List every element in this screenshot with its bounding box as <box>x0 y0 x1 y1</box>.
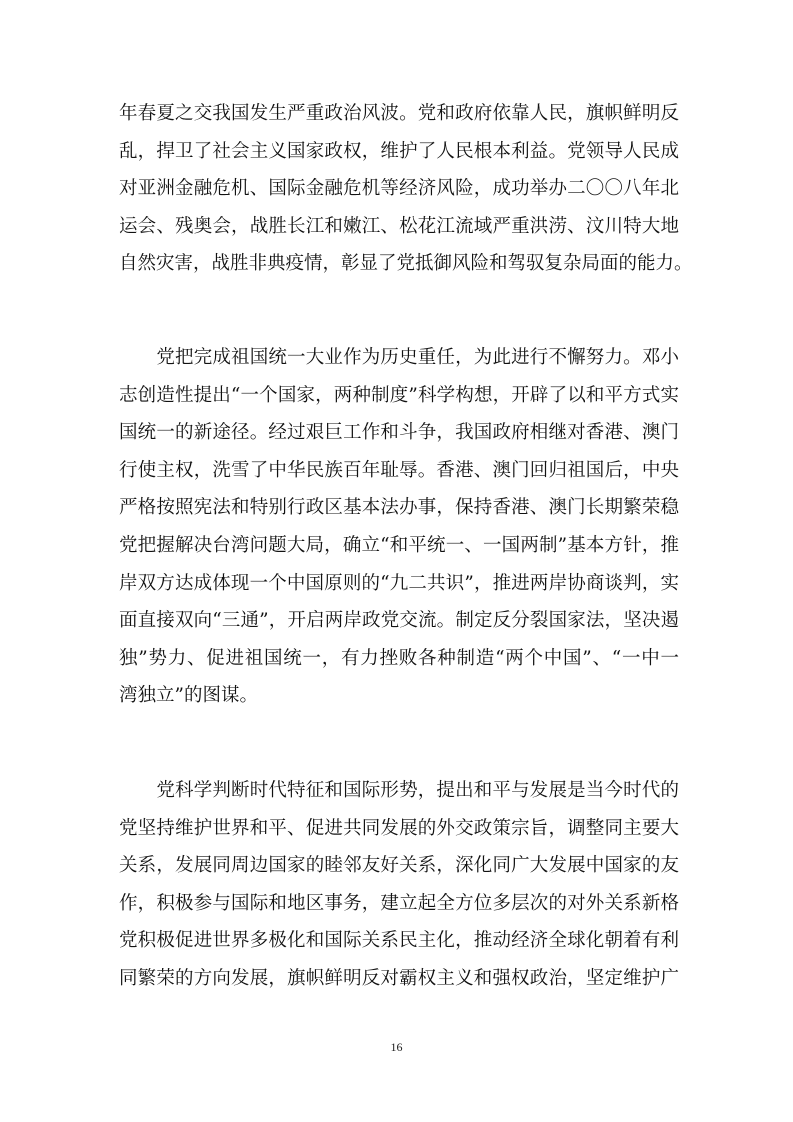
text-line: 行使主权，洗雪了中华民族百年耻辱。香港、澳门回归祖国后，中央 <box>119 459 679 481</box>
paragraph-3 <box>119 772 679 998</box>
text-line: 湾独立”的图谋。 <box>119 685 258 707</box>
text-line: 同繁荣的方向发展，旗帜鲜明反对霸权主义和强权政治，坚定维护广 <box>119 967 679 989</box>
text-line: 岸双方达成体现一个中国原则的“九二共识”，推进两岸协商谈判，实 <box>119 572 679 594</box>
text-line: 作，积极参与国际和地区事务，建立起全方位多层次的对外关系新格 <box>119 892 679 914</box>
text-line: 党坚持维护世界和平、促进共同发展的外交政策宗旨，调整同主要大 <box>119 817 679 839</box>
text-line: 年春夏之交我国发生严重政治风波。党和政府依靠人民，旗帜鲜明反 <box>119 103 679 124</box>
text-line: 志创造性提出“一个国家，两种制度”科学构想，开辟了以和平方式实 <box>119 384 679 406</box>
text-line: 运会、残奥会，战胜长江和嫩江、松花江流域严重洪涝、汶川特大地 <box>119 215 679 237</box>
text-line: 面直接双向“三通”，开启两岸政党交流。制定反分裂国家法，坚决遏 <box>119 610 679 632</box>
text-line: 党把握解决台湾问题大局，确立“和平统一、一国两制”基本方针，推 <box>119 534 679 556</box>
text-line: 严格按照宪法和特别行政区基本法办事，保持香港、澳门长期繁荣稳 <box>119 497 679 519</box>
paragraph-2 <box>119 339 679 715</box>
page-number: 16 <box>390 1040 403 1054</box>
paragraph-1 <box>119 95 693 283</box>
text-line: 党把完成祖国统一大业作为历史重任，为此进行不懈努力。邓小 <box>156 347 679 368</box>
text-line: 独”势力、促进祖国统一，有力挫败各种制造“两个中国”、“一中一 <box>119 647 679 669</box>
text-line: 对亚洲金融危机、国际金融危机等经济风险，成功举办二〇〇八年北 <box>119 178 679 200</box>
text-line: 关系，发展同周边国家的睦邻友好关系，深化同广大发展中国家的友 <box>119 855 679 877</box>
text-line: 自然灾害，战胜非典疫情，彰显了党抵御风险和驾驭复杂局面的能力。 <box>119 253 693 275</box>
text-line: 国统一的新途径。经过艰巨工作和斗争，我国政府相继对香港、澳门 <box>119 422 679 444</box>
text-line: 乱，捍卫了社会主义国家政权，维护了人民根本利益。党领导人民成 <box>119 140 679 162</box>
text-line: 党科学判断时代特征和国际形势，提出和平与发展是当今时代的 <box>156 780 679 801</box>
text-line: 党积极促进世界多极化和国际关系民主化，推动经济全球化朝着有利 <box>119 930 679 952</box>
